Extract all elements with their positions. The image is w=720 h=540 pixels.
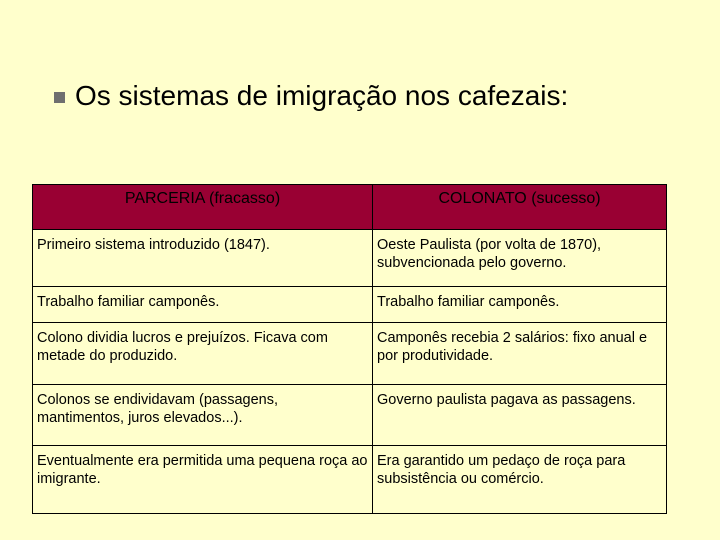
table-cell: Oeste Paulista (por volta de 1870), subvencionada pelo governo. [373, 230, 667, 287]
table-row [33, 446, 667, 514]
table-cell: Colonos se endividavam (passagens, mantimentos, juros elevados...). [33, 385, 373, 446]
table-cell: Trabalho familiar camponês. [33, 287, 373, 323]
table-row [33, 230, 667, 287]
table-row [33, 287, 667, 323]
slide-title-text: Os sistemas de imigração nos cafezais: [75, 80, 569, 111]
table-header-row [33, 185, 667, 230]
table-cell: Colono dividia lucros e prejuízos. Ficava com metade do produzido. [33, 323, 373, 385]
table-cell: Governo paulista pagava as passagens. [373, 385, 667, 446]
header-colonato: COLONATO (sucesso) [373, 185, 667, 230]
comparison-table [32, 184, 667, 514]
header-parceria: PARCERIA (fracasso) [33, 185, 373, 230]
slide-title [54, 80, 568, 112]
table-cell: Eventualmente era permitida uma pequena roça ao imigrante. [33, 446, 373, 514]
square-bullet-icon [54, 92, 65, 103]
table-cell: Era garantido um pedaço de roça para subsistência ou comércio. [373, 446, 667, 514]
table-cell: Trabalho familiar camponês. [373, 287, 667, 323]
table-cell: Primeiro sistema introduzido (1847). [33, 230, 373, 287]
table-row [33, 385, 667, 446]
table-row [33, 323, 667, 385]
table-cell: Camponês recebia 2 salários: fixo anual e por produtividade. [373, 323, 667, 385]
